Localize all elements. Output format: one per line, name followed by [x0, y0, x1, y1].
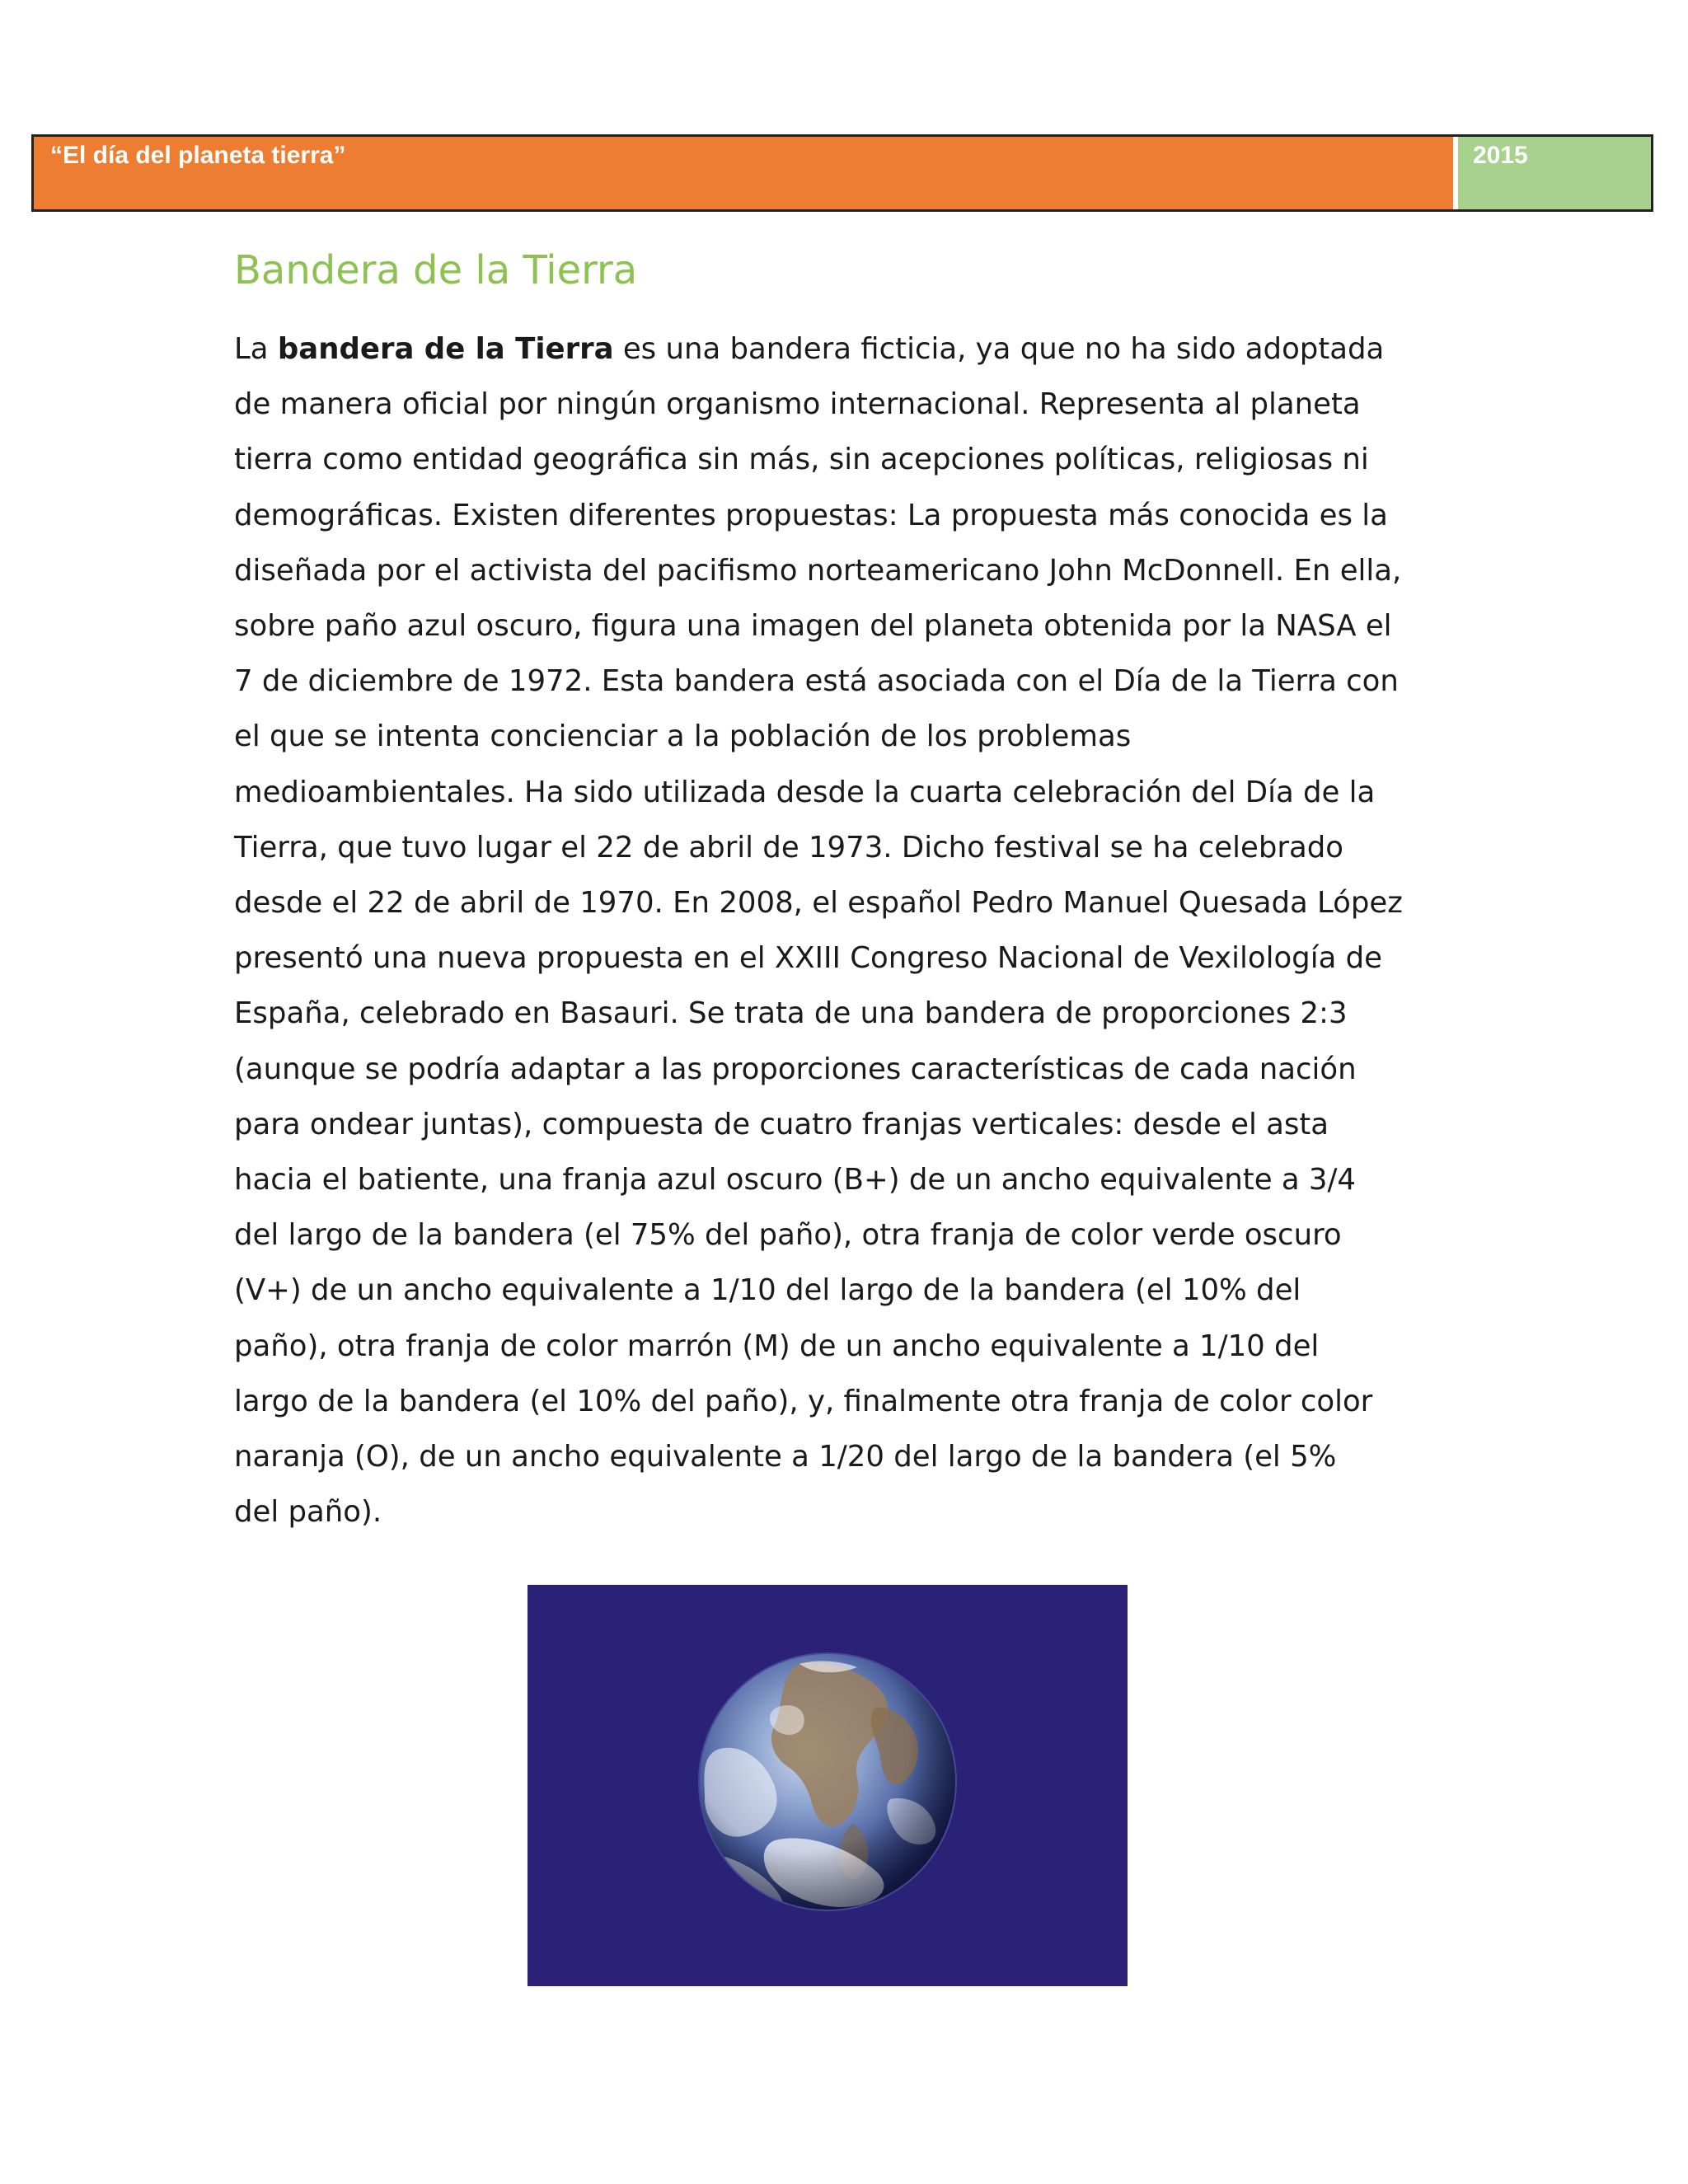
- paragraph-line: medioambientales. Ha sido utilizada desde la cuarta celebración del Día de la: [234, 775, 1376, 809]
- paragraph-line: del paño).: [234, 1495, 382, 1530]
- paragraph-prefix: La: [234, 332, 278, 366]
- paragraph-line: de manera oficial por ningún organismo internacional. Representa al planeta: [234, 387, 1361, 422]
- paragraph-line: naranja (O), de un ancho equivalente a 1/20 del largo de la bandera (el 5%: [234, 1440, 1337, 1474]
- section-heading: Bandera de la Tierra: [234, 247, 638, 293]
- paragraph-line: para ondear juntas), compuesta de cuatro franjas verticales: desde el asta: [234, 1107, 1329, 1141]
- paragraph-line: desde el 22 de abril de 1970. En 2008, el español Pedro Manuel Quesada López: [234, 886, 1403, 921]
- earth-flag-image: [528, 1585, 1128, 1986]
- header-year: 2015: [1458, 137, 1651, 209]
- body-paragraph: [234, 321, 1470, 1540]
- paragraph-line: 7 de diciembre de 1972. Esta bandera está asociada con el Día de la Tierra con: [234, 664, 1399, 699]
- paragraph-line: hacia el batiente, una franja azul oscuro (B+) de un ancho equivalente a 3/4: [234, 1163, 1356, 1197]
- paragraph-line: (aunque se podría adaptar a las proporciones características de cada nación: [234, 1052, 1357, 1086]
- paragraph-line: diseñada por el activista del pacifismo norteamericano John McDonnell. En ella,: [234, 553, 1402, 588]
- paragraph-line: demográficas. Existen diferentes propuestas: La propuesta más conocida es la: [234, 498, 1388, 532]
- paragraph-line: del largo de la bandera (el 75% del paño), otra franja de color verde oscuro: [234, 1218, 1342, 1253]
- paragraph-line: sobre paño azul oscuro, figura una imagen del planeta obtenida por la NASA el: [234, 609, 1392, 644]
- paragraph-line: tierra como entidad geográfica sin más, sin acepciones políticas, religiosas ni: [234, 443, 1369, 477]
- paragraph-line: Tierra, que tuvo lugar el 22 de abril de 1973. Dicho festival se ha celebrado: [234, 830, 1343, 865]
- paragraph-line: presentó una nueva propuesta en el XXIII Congreso Nacional de Vexilología de: [234, 941, 1382, 976]
- paragraph-bold-term: bandera de la Tierra: [277, 332, 614, 366]
- header-title: “El día del planeta tierra”: [34, 137, 1458, 209]
- paragraph-line: España, celebrado en Basauri. Se trata de una bandera de proporciones 2:3: [234, 996, 1348, 1031]
- paragraph-line: (V+) de un ancho equivalente a 1/10 del largo de la bandera (el 10% del: [234, 1273, 1301, 1308]
- page-header: [31, 134, 1653, 212]
- paragraph-suffix: es una bandera ficticia, ya que no ha sido adoptada: [613, 332, 1385, 366]
- paragraph-line: paño), otra franja de color marrón (M) de un ancho equivalente a 1/10 del: [234, 1329, 1320, 1363]
- paragraph-line: [234, 321, 1470, 377]
- earth-globe-icon: [528, 1585, 1128, 1986]
- paragraph-line: largo de la bandera (el 10% del paño), y, finalmente otra franja de color color: [234, 1384, 1373, 1418]
- paragraph-line: el que se intenta concienciar a la población de los problemas: [234, 719, 1132, 754]
